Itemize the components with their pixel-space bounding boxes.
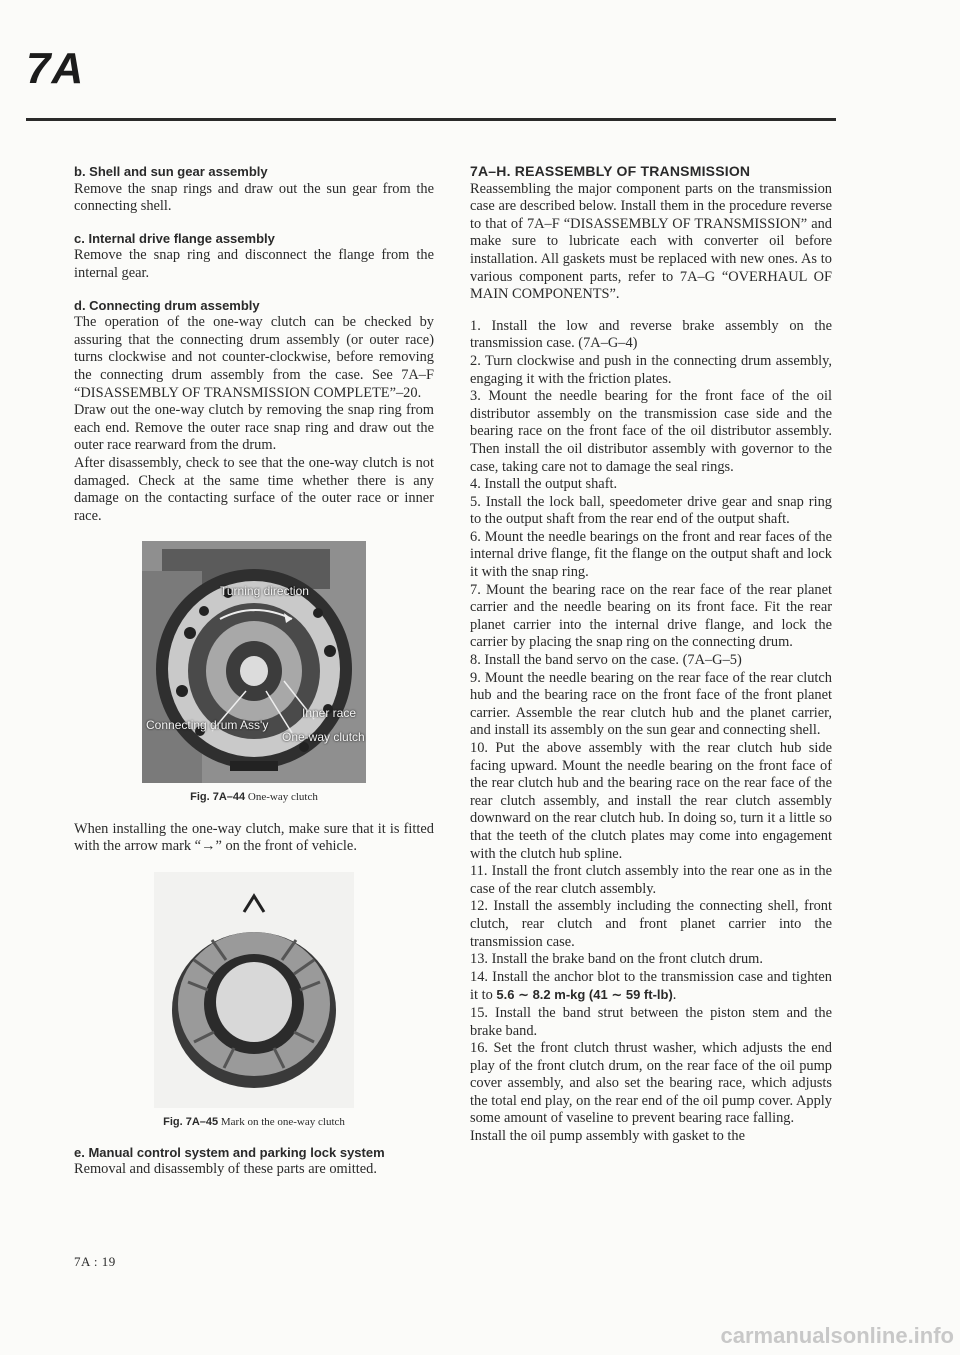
page-number: 7A : 19 [74,1254,116,1269]
caption-fig-45 [74,1114,434,1132]
one-way-clutch-photo [142,541,366,783]
para-manual-control: Removal and disassembly of these parts are omitted. [74,1161,377,1178]
step-5: 5. Install the lock ball, speedometer drive gear and snap ring to the output shaft from the rear end of the output shaft. [470,493,832,528]
step-12: 12. Install the assembly including the connecting shell, front clutch, rear clutch and front planet carrier into the transmission case. [470,898,832,950]
label-one-way-clutch: One-way clutch [282,730,365,745]
caption-fig-45-text: Mark on the one-way clutch [220,1116,345,1129]
right-column [470,163,832,1146]
step-14-torque: 5.6 ∼ 8.2 m-kg (41 ∼ 59 ft-lb) [496,987,673,1003]
caption-fig-44-text: One-way clutch [247,791,318,804]
clutch-mark-photo [154,872,354,1108]
header-rule [26,118,836,121]
heading-connecting-drum: d. Connecting drum assembly [74,297,260,313]
para-shell-sun-gear: Remove the snap rings and draw out the sun gear from the connecting shell. [74,180,434,215]
label-connecting-drum: Connecting drum Ass'y [146,718,269,733]
para-reassembly-intro: Reassembling the major component parts on the transmission case are described below. Install them in the procedure reverse to that of 7A–F “DISASSEMBLY OF TRANSMISSION” and make sure to lubricate each with converter oil before installation. All gaskets must be replaced with new ones. As to various component parts, refer to 7A–G “OVERHAUL OF MAIN COMPONENTS”. [470,180,832,303]
left-column [74,163,434,1179]
section-title: 7A [26,44,85,93]
step-7: 7. Mount the bearing race on the rear face of the rear planet carrier and the needle bearing on its front face. Fit the rear planet carrier into the internal drive flange, and lock the carrier by placing the snap ring on the connecting drum. [470,581,832,651]
heading-reassembly: 7A–H. REASSEMBLY OF TRANSMISSION [470,163,751,179]
step-16: 16. Set the front clutch thrust washer, which adjusts the end play of the front clutch drum, on the rear face of the oil pump cover assembly, and also set the bearing race, which adjusts the total end play, on the rear end of the oil pump cover. Apply some amount of vaseline to prevent bearing race falling. [470,1040,832,1127]
figure-one-way-clutch [142,541,366,783]
step-14-end: . [672,987,677,1004]
step-14 [470,969,832,1005]
heading-manual-control: e. Manual control system and parking lock system [74,1144,385,1160]
label-inner-race: Inner race [302,706,357,721]
para-connecting-drum-1: The operation of the one-way clutch can be checked by assuring that the connecting drum assembly (or outer race) turns clockwise and not counter-clockwise, before removing the connecting drum assembly from the case. See 7A–F “DISASSEMBLY OF TRANSMISSION COMPLETE”–20. [74,314,434,401]
step-2: 2. Turn clockwise and push in the connecting drum assembly, engaging it with the friction plates. [470,352,832,387]
caption-fig-44 [74,789,434,807]
para-connecting-drum-3: After disassembly, check to see that the one-way clutch is not damaged. Check at the same time whether there is any damage on the contacting surface of the outer race or inner race. [74,454,434,524]
step-14-text: 14. Install the anchor blot to the transmission case and tighten it to [470,968,832,1004]
caption-fig-45-number: Fig. 7A–45 [163,1116,219,1129]
para-connecting-drum-2: Draw out the one-way clutch by removing the snap ring from each end. Remove the outer race snap ring and draw out the outer race rearward from the drum. [74,402,434,454]
step-3: 3. Mount the needle bearing for the front face of the oil distributor assembly on the transmission case side and the bearing race on the front face of the oil distributor assembly. Then install the oil distributor assembly with governor to the case, taking care not to damage the seal rings. [470,388,832,475]
heading-internal-drive-flange: c. Internal drive flange assembly [74,230,275,246]
step-8: 8. Install the band servo on the case. (7A–G–5) [470,652,742,669]
para-internal-drive-flange: Remove the snap ring and disconnect the flange from the internal gear. [74,247,434,281]
step-6: 6. Mount the needle bearings on the front and rear faces of the internal drive flange, fit the flange on the output shaft and lock it with the snap ring. [470,528,832,581]
heading-shell-sun-gear: b. Shell and sun gear assembly [74,164,268,179]
figure-clutch-mark [154,872,354,1108]
para-install-one-way-clutch: When installing the one-way clutch, make sure that it is fitted with the arrow mark “→” on the front of vehicle. [74,820,434,855]
step-1: 1. Install the low and reverse brake assembly on the transmission case. (7A–G–4) [470,317,832,352]
step-4: 4. Install the output shaft. [470,476,618,493]
step-13: 13. Install the brake band on the front clutch drum. [470,951,763,968]
reassembly-steps [470,318,832,1146]
caption-fig-44-number: Fig. 7A–44 [190,791,246,804]
watermark: carmanualsonline.info [720,1323,954,1348]
step-9: 9. Mount the needle bearing on the rear face of the rear clutch hub and the bearing race on the front face of the front planet carrier. Assemble the rear clutch hub and the planet carrier, and install its assembly on the sun gear and connecting shell. [470,669,832,739]
label-turning-direction: Turning direction [220,584,309,599]
step-11: 11. Install the front clutch assembly into the rear one as in the case of the rear clutch assembly. [470,863,832,897]
step-10: 10. Put the above assembly with the rear clutch hub side facing upward. Mount the needle bearing on the front face of the rear clutch hub and the bearing race on the rear face of the rear clutch assembly, and install the rear clutch assembly downward on the rear clutch hub. In doing so, turn it a little so that the teeth of the clutch plates may come into engagement with the clutch hub spline. [470,740,832,862]
step-15: 15. Install the band strut between the piston stem and the brake band. [470,1004,832,1039]
step-16-continued: Install the oil pump assembly with gasket to the [470,1128,745,1145]
